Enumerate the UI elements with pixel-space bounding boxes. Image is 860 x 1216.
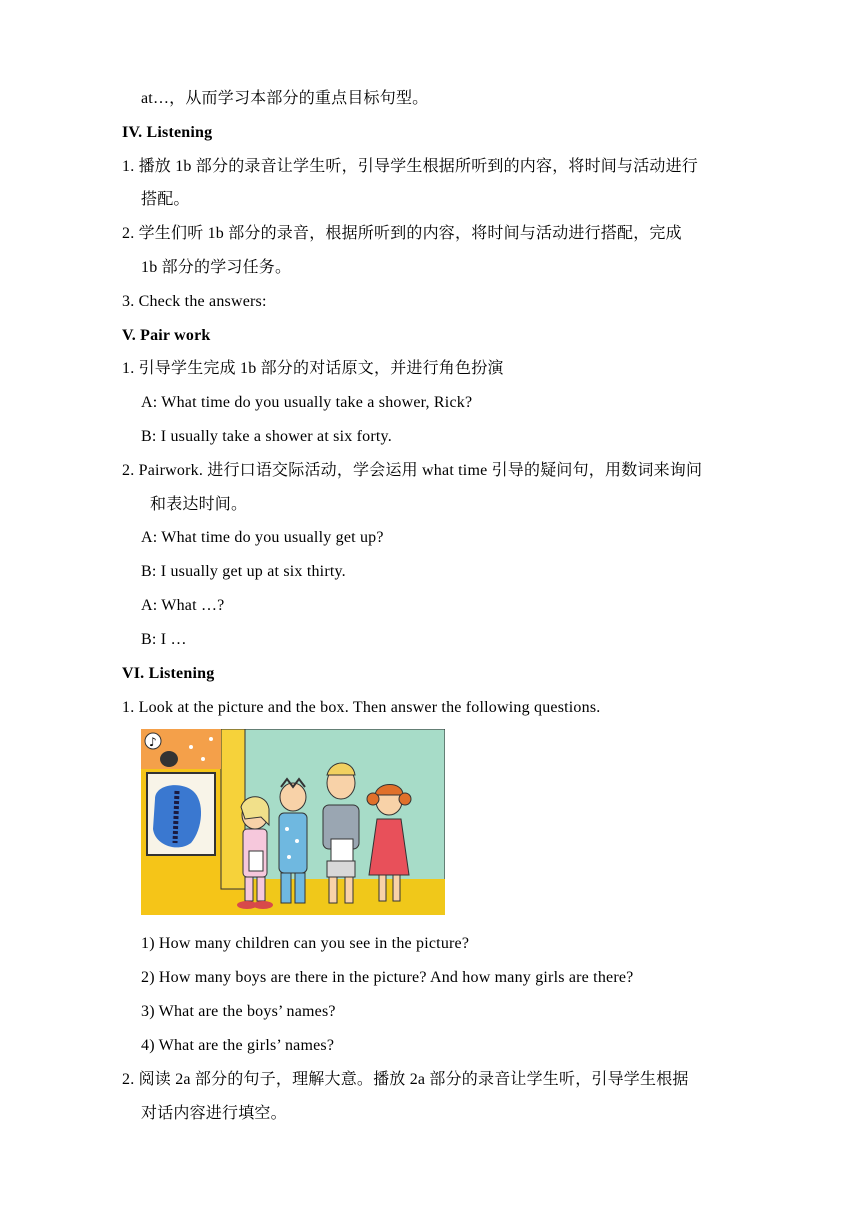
text-line: 2. Pairwork. 进行口语交际活动，学会运用 what time 引导的疑问句，用数词来询问 <box>122 462 703 479</box>
section-heading: V. Pair work <box>122 327 211 344</box>
dialogue-line: A: What time do you usually get up? <box>141 529 384 546</box>
text-line: 搭配。 <box>141 191 190 208</box>
text-line: 和表达时间。 <box>150 496 248 513</box>
text-line: 1. Look at the picture and the box. Then answer the following questions. <box>122 699 601 716</box>
children-illustration <box>141 729 445 915</box>
text-line: at…，从而学习本部分的重点目标句型。 <box>141 90 429 107</box>
section-heading: VI. Listening <box>122 665 215 682</box>
dialogue-line: B: I usually take a shower at six forty. <box>141 428 392 445</box>
text-line: 1. 引导学生完成 1b 部分的对话原文，并进行角色扮演 <box>122 360 504 377</box>
svg-text:♪: ♪ <box>149 735 157 749</box>
question-line: 2) How many boys are there in the picture? And how many girls are there? <box>141 969 634 986</box>
dialogue-line: A: What …? <box>141 597 225 614</box>
dialogue-line: B: I usually get up at six thirty. <box>141 563 346 580</box>
dialogue-line: A: What time do you usually take a shower, Rick? <box>141 394 473 411</box>
text-line: 对话内容进行填空。 <box>141 1105 287 1122</box>
section-heading: IV. Listening <box>122 124 213 141</box>
text-line: 3. Check the answers: <box>122 293 267 310</box>
question-line: 3) What are the boys’ names? <box>141 1003 336 1020</box>
text-line: 1. 播放 1b 部分的录音让学生听，引导学生根据所听到的内容，将时间与活动进行 <box>122 158 699 175</box>
text-line: 2. 学生们听 1b 部分的录音，根据所听到的内容，将时间与活动进行搭配，完成 <box>122 225 682 242</box>
question-line: 4) What are the girls’ names? <box>141 1037 335 1054</box>
text-line: 2. 阅读 2a 部分的句子，理解大意。播放 2a 部分的录音让学生听，引导学生根据 <box>122 1071 689 1088</box>
dialogue-line: B: I … <box>141 631 187 648</box>
question-line: 1) How many children can you see in the picture? <box>141 935 470 952</box>
text-line: 1b 部分的学习任务。 <box>141 259 292 276</box>
